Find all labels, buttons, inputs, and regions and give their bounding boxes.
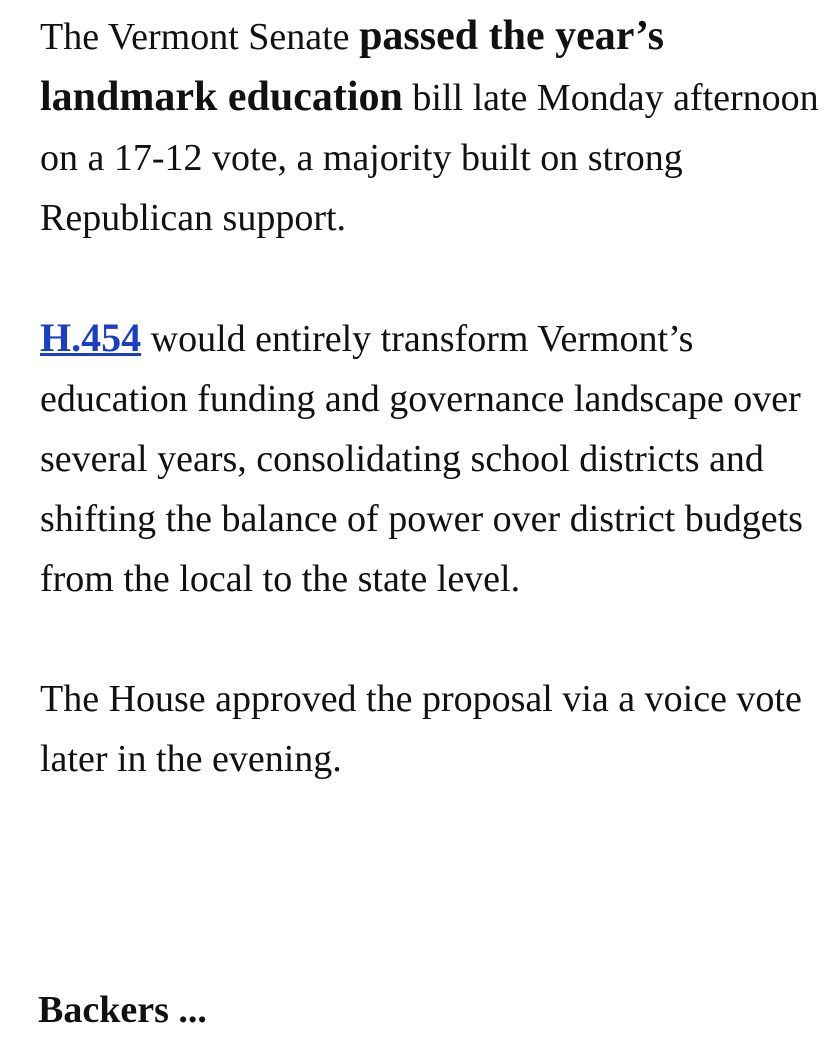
bill-link[interactable]: H.454	[40, 315, 142, 360]
text: The House approved the proposal via a voice vote later in the evening.	[40, 678, 802, 780]
clipped-paragraph	[38, 988, 828, 1031]
text: Backers ...	[38, 989, 207, 1031]
article-body	[40, 6, 830, 849]
paragraph-2	[40, 308, 830, 609]
bold-text: passed the year’s landmark education	[40, 13, 664, 120]
text: The Vermont Senate	[40, 16, 360, 58]
text: bill late Monday afternoon on a 17-12 vote, a majority built on strong Republican support.	[40, 77, 819, 239]
text: would entirely transform Vermont’s education funding and governance landscape over several years, consolidating school districts and shifting the balance of power over district budgets from the local to the state level.	[40, 318, 803, 600]
paragraph-1	[40, 6, 830, 248]
paragraph-3	[40, 669, 830, 789]
